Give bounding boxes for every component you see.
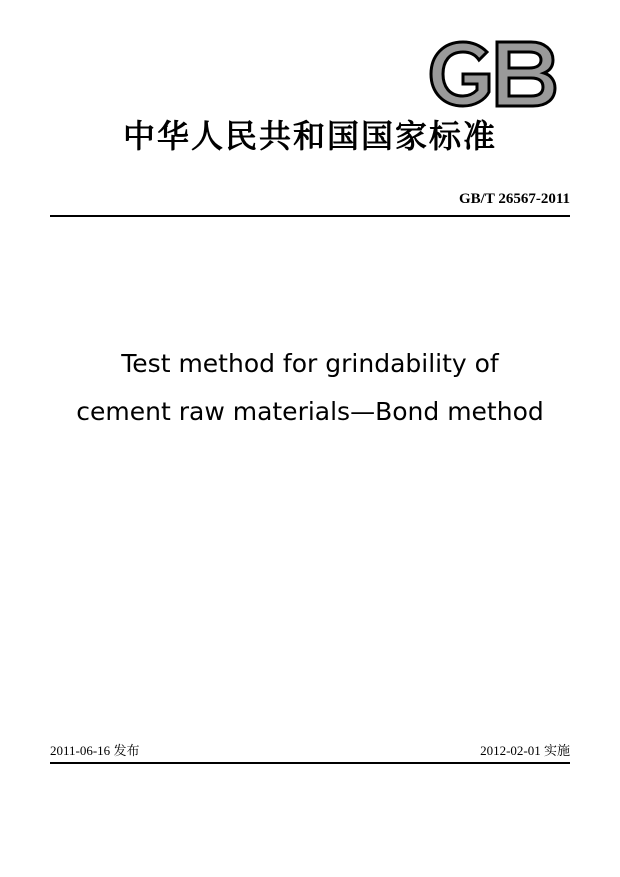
title-line-1: Test method for grindability of [121,349,499,378]
organization-title: 中华人民共和国国家标准 [122,117,497,155]
issue-date-row [50,743,139,760]
effective-date-row [480,743,570,760]
header-divider [50,215,570,217]
document-title [0,340,620,436]
effective-date: 2012-02-01 [480,743,541,758]
title-line-2: cement raw materials—Bond method [76,397,544,426]
standard-number: GB/T 26567-2011 [459,191,570,207]
issue-date: 2011-06-16 [50,743,111,758]
footer-divider [50,762,570,764]
gb-standard-logo-icon [427,38,559,110]
effective-label: 实施 [543,744,570,759]
issue-label: 发布 [113,744,140,759]
